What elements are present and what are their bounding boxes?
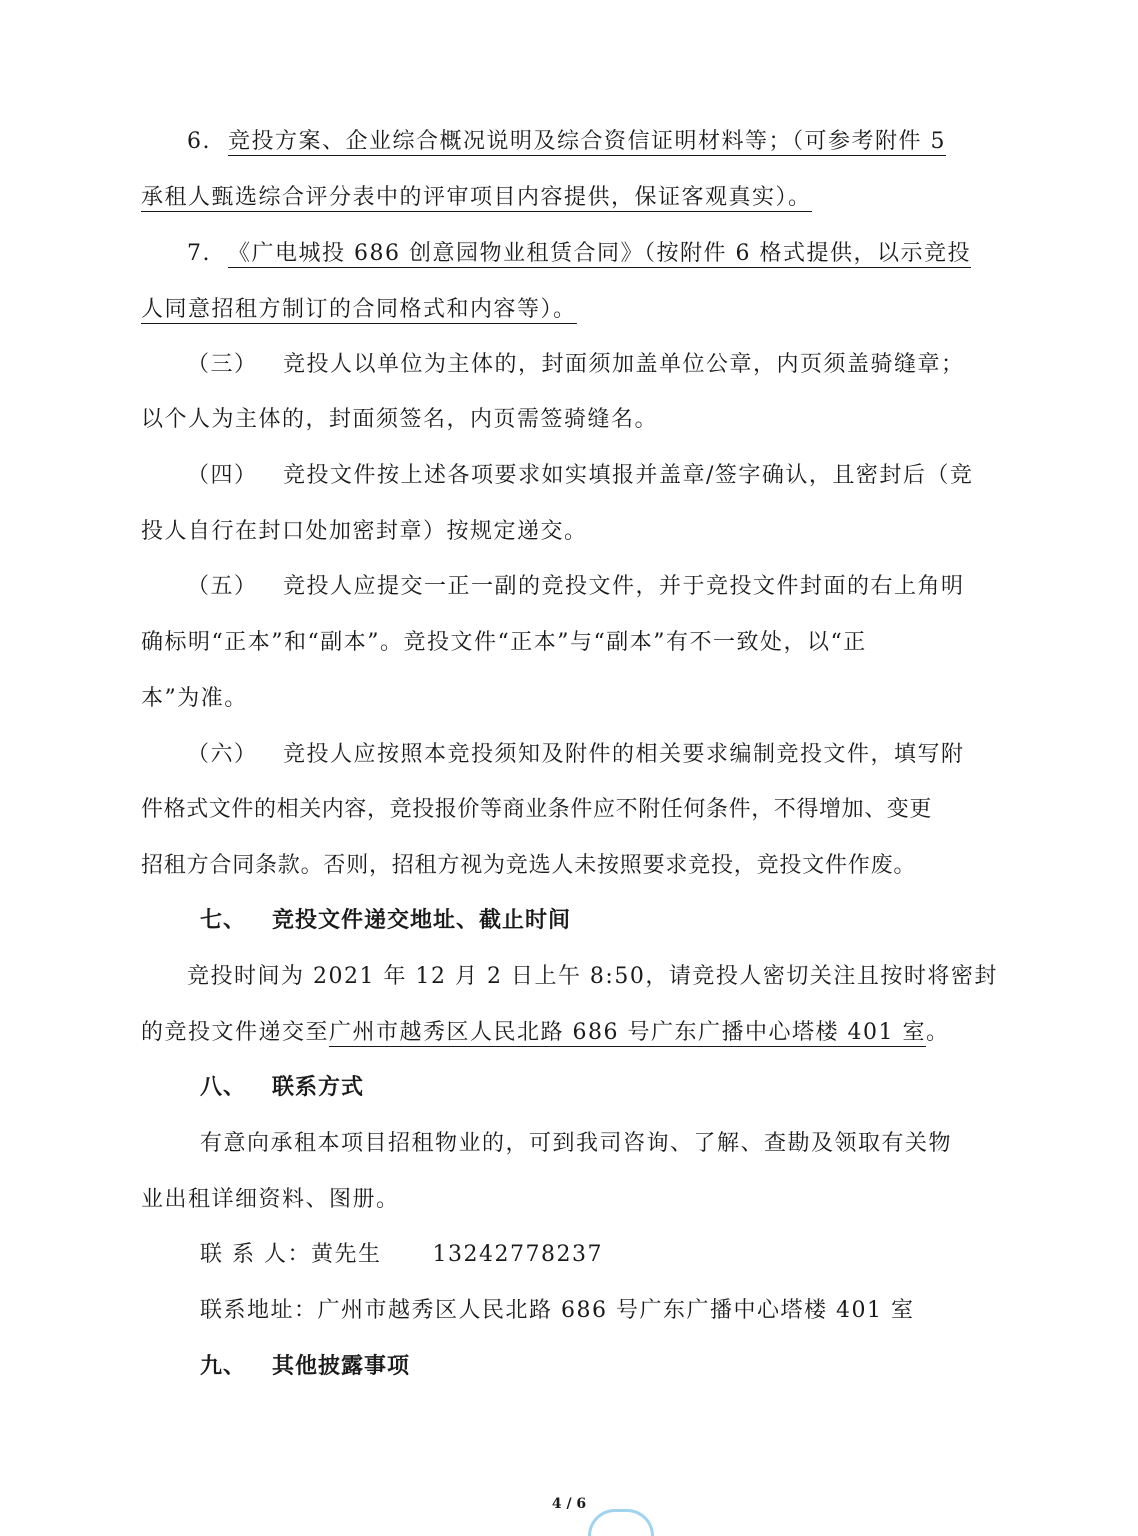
section-7-heading bbox=[200, 906, 571, 936]
clause-5-text-1: 竞投人应提交一正一副的竞投文件，并于竞投文件封面的右上角明 bbox=[283, 574, 965, 599]
contact-address-label: 联系地址： bbox=[200, 1298, 318, 1323]
clause-3-line-1 bbox=[187, 350, 965, 380]
clause-6-line-3: 招租方合同条款。否则，招租方视为竞选人未按照要求竞投，竞投文件作废。 bbox=[141, 853, 917, 878]
item-7-number: 7. bbox=[187, 241, 211, 266]
section-9-title: 其他披露事项 bbox=[272, 1354, 411, 1379]
section-7-text-2c: 。 bbox=[925, 1020, 950, 1045]
contact-person-name: 黄先生 bbox=[311, 1242, 382, 1267]
clause-4-line-1 bbox=[187, 461, 973, 491]
section-8-heading bbox=[200, 1073, 364, 1103]
item-6-line-2 bbox=[141, 183, 812, 213]
clause-5-line-1 bbox=[187, 572, 965, 602]
clause-3-text-1: 竞投人以单位为主体的，封面须加盖单位公章，内页须盖骑缝章； bbox=[283, 352, 965, 377]
section-7-line-1: 竞投时间为 2021 年 12 月 2 日上午 8:50，请竞投人密切关注且按时将密封 bbox=[187, 964, 998, 989]
page-number: 4 / 6 bbox=[551, 1496, 587, 1512]
section-8-line-2: 业出租详细资料、图册。 bbox=[141, 1187, 400, 1212]
item-6-number: 6. bbox=[187, 129, 211, 154]
section-8-line-1: 有意向承租本项目招租物业的，可到我司咨询、了解、查勘及领取有关物 bbox=[200, 1131, 953, 1156]
item-7-text-2: 人同意招租方制订的合同格式和内容等）。 bbox=[141, 297, 577, 322]
clause-6-text-1: 竞投人应按照本竞投须知及附件的相关要求编制竞投文件，填写附 bbox=[283, 742, 965, 767]
clause-6-line-2: 件格式文件的相关内容，竞投报价等商业条件应不附任何条件，不得增加、变更 bbox=[141, 797, 933, 822]
clause-4-text-1: 竞投文件按上述各项要求如实填报并盖章/签字确认，且密封后（竞 bbox=[283, 463, 974, 488]
section-7-number: 七、 bbox=[200, 908, 247, 933]
section-9-number: 九、 bbox=[200, 1354, 247, 1379]
contact-person-label: 联 系 人： bbox=[200, 1242, 311, 1267]
item-7-line-1 bbox=[187, 239, 971, 269]
section-8-number: 八、 bbox=[200, 1075, 247, 1100]
section-7-title: 竞投文件递交地址、截止时间 bbox=[272, 908, 572, 933]
contact-phone: 13242778237 bbox=[432, 1242, 603, 1267]
submission-address: 广州市越秀区人民北路 686 号广东广播中心塔楼 401 室 bbox=[329, 1020, 926, 1045]
clause-6-line-1 bbox=[187, 740, 965, 770]
contact-person-line bbox=[200, 1240, 603, 1270]
clause-6-label: （六） bbox=[187, 742, 258, 767]
item-6-text-1: 竞投方案、企业综合概况说明及综合资信证明材料等；（可参考附件 5 bbox=[228, 129, 946, 154]
clause-5-line-2: 确标明“正本”和“副本”。竞投文件“正本”与“副本”有不一致处，以“正 bbox=[141, 630, 867, 655]
clause-3-label: （三） bbox=[187, 352, 258, 377]
clause-5-label: （五） bbox=[187, 574, 258, 599]
contact-address-line bbox=[200, 1296, 914, 1326]
section-9-heading bbox=[200, 1352, 410, 1382]
logo-arc-icon bbox=[588, 1509, 654, 1536]
section-8-title: 联系方式 bbox=[272, 1075, 365, 1100]
clause-5-line-3: 本”为准。 bbox=[141, 686, 248, 711]
clause-4-label: （四） bbox=[187, 463, 258, 488]
clause-3-line-2: 以个人为主体的，封面须签名，内页需签骑缝名。 bbox=[141, 407, 659, 432]
item-6-text-2: 承租人甄选综合评分表中的评审项目内容提供，保证客观真实）。 bbox=[141, 185, 812, 210]
item-6-line-1 bbox=[187, 127, 946, 157]
item-7-line-2 bbox=[141, 295, 577, 325]
section-7-text-2a: 的竞投文件递交至 bbox=[141, 1020, 330, 1045]
item-7-text-1: 《广电城投 686 创意园物业租赁合同》（按附件 6 格式提供，以示竞投 bbox=[228, 241, 971, 266]
contact-address: 广州市越秀区人民北路 686 号广东广播中心塔楼 401 室 bbox=[317, 1298, 915, 1323]
clause-4-line-2: 投人自行在封口处加密封章）按规定递交。 bbox=[141, 519, 588, 544]
section-7-line-2 bbox=[141, 1018, 950, 1048]
